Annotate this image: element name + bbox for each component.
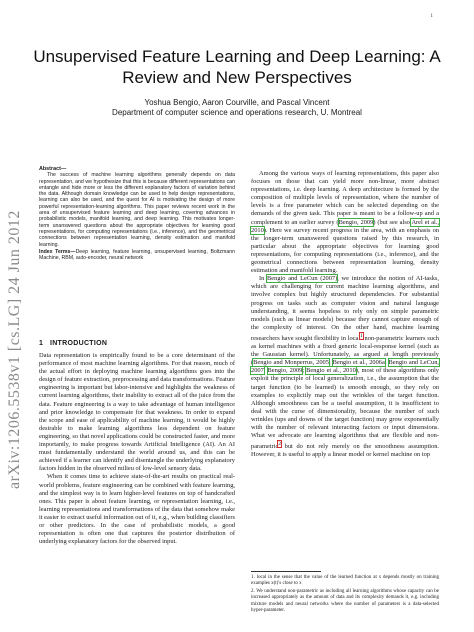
citation-link[interactable]: Bengio et al., 2010	[306, 367, 356, 375]
index-terms-label: Index Terms	[39, 248, 71, 255]
section-heading	[39, 340, 107, 347]
right-column	[251, 170, 439, 460]
citation-link[interactable]: Bengio and LeCun (2007)	[267, 275, 338, 283]
citation-link[interactable]: Bengio, 2009	[338, 218, 374, 226]
footnote-divider	[251, 571, 321, 572]
text-run: Among the various ways of learning representations, this paper also focuses on those that can yield more non-linear, more abstract representations, i.e. deep learning. A deep architecture is formed by the composition of multiple levels of representation, where the number of levels is a free parameter which can be selected depending on the demands of the given task. This paper is meant to be a follow-up and a complement to an earlier survey (	[251, 170, 439, 226]
citation-link[interactable]: Bengio et al., 2006a	[332, 359, 385, 367]
right-paragraph-2: In Bengio and LeCun (2007), we introduce the notion of AI-tasks, which are challenging for current machine learning algorithms, and involve complex but highly structured dependencies. For substantial progress on tasks such as computer vision and natural language understanding, it seems hopeless to rely only on simple parametric models (such as linear models) because they cannot capture enough of the complexity of interest. On the other hand, machine learning researchers have sought flexibility in local$^1$ non-parametric learners such as kernel machines with a fixed generic local-response kernel (such as the Gaussian kernel). Unfortunately, as argued at length previously (Bengio and Monperrus, 2005; Bengio et al., 2006a; Bengio and LeCun, 2007; Bengio, 2009; Bengio et al., 2010), most of these algorithms only exploit the principle of local generalization, i.e., the assumption that the target function (to be learned) is smooth enough, so they rely on examples to explicitly map out the wrinkles of the target function. Although smoothness can be a useful assumption, it is insufficient to deal with the curse of dimensionality, because the number of such wrinkles (ups and downs of the target function) may grow exponentially with the number of relevant interacting factors or input dimensions. What we advocate are learning algorithms that are flexible and non-parametric$^2$ but do not rely merely on the smoothness assumption. However, it is useful to apply a linear model or kernel machine on top	[251, 275, 440, 459]
footnote-link[interactable]: 1	[360, 332, 363, 339]
right-paragraph-1	[251, 170, 439, 275]
text-run: ). Here we survey recent progress in the area, with an emphasis on the longer-term unanswered questions raised by this research, in particular about the appropriate objectives for learning good representations, for computing representations (i.e., inference), and the geometrical connections between representation learning, density estimation and manifold learning.	[251, 226, 439, 275]
text-run: ) (but see also	[373, 218, 412, 226]
footnote-1: 1. local in the sense that the value of the learned function at x depends mostly on training examples x(t)'s close to x	[251, 575, 439, 587]
abstract-heading-sep: —	[60, 166, 67, 172]
footnote-link[interactable]: 2	[278, 441, 281, 448]
abstract	[39, 166, 235, 261]
text-run: non-parametric learners such as kernel machines with a fixed generic local-response kernel (such as the Gaussian kernel). Unfortunately, as argued at length previously (	[251, 335, 439, 367]
text-run: ), most of these algorithms only exploit the principle of local generalization, i.e., the assumption that the target function (to be learned) is smooth enough, so they rely on examples to explicitly map out the wrinkles of the target function. Although smoothness can be a useful assumption, it is insufficient to deal with the curse of dimensionality, because the number of such wrinkles (ups and downs of the target function) may grow exponentially with the number of relevant interacting factors or input dimensions. What we advocate are learning algorithms that are flexible and non-parametric	[251, 367, 439, 451]
index-terms-text: Deep learning, feature learning, unsupervised learning, Boltzmann Machine, RBM, auto-encoder, neural network	[39, 248, 235, 262]
authors: Yoshua Bengio, Aaron Courville, and Pascal Vincent	[144, 98, 330, 107]
abstract-text: The success of machine learning algorithms generally depends on data representation, and we hypothesize that this is because different representations can entangle and hide more or less the different explanatory factors of variation behind the data. Although domain knowledge can be used to help design representations, learning can also be used, and the quest for AI is motivating the design of more powerful representation-learning algorithms. This paper reviews recent work in the area of unsupervised feature learning and deep learning, covering advances in probabilistic models, manifold learning, and deep learning. This motivates longer-term unanswered questions about the appropriate objectives for learning good representations, for computing representations (i.e., inference), and the geometrical connections between representation learning, density estimation and manifold learning.	[39, 172, 235, 248]
text-run: In	[259, 275, 268, 283]
abstract-heading: Abstract	[39, 166, 61, 172]
affiliation: Department of computer science and operations research, U. Montreal	[112, 108, 362, 117]
section-number: 1	[39, 340, 44, 347]
section-title: INTRODUCTION	[49, 340, 108, 347]
citation-link[interactable]: Arel et al., 2010	[251, 218, 440, 234]
intro-paragraph-1: Data representation is empirically found to be a core determinant of the performance of most machine learning algorithms. For that reason, much of the actual effort in deploying machine learning algorithms goes into the design of feature extraction, preprocessing and data transformations. Feature engineering is important but labor-intensive and highlights the weakness of current learning algorithms, their inability to extract all of the juice from the data. Feature engineering is a way to take advantage of human intelligence and prior knowledge to compensate for that weakness. In order to expand the scope and ease of applicability of machine learning, it would be highly desirable to make learning algorithms less dependent on feature engineering, so that novel applications could be constructed faster, and more importantly, to make progress towards Artificial Intelligence (AI). An AI must fundamentally understand the world around us, and this can be achieved if a learner can identify and disentangle the underlying explanatory factors hidden in the observed milieu of low-level sensory data.	[39, 352, 235, 473]
citation-link[interactable]: Bengio and LeCun, 2007	[251, 359, 440, 375]
footnotes	[251, 575, 439, 615]
text-run: but do not rely merely on the smoothness assumption. However, it is useful to apply a linear model or kernel machine on top	[251, 443, 439, 459]
text-run: , we introduce the notion of AI-tasks, which are challenging for current machine learning algorithms, and involve complex but highly structured dependencies. For substantial progress on tasks such as computer vision and natural language understanding, it seems hopeless to rely only on simple parametric models (such as linear models) because they cannot capture enough of the complexity of interest. On the other hand, machine learning researchers have sought flexibility in local	[251, 275, 439, 342]
index-terms	[39, 249, 235, 262]
intro-paragraph-2: When it comes time to achieve state-of-the-art results on practical real-world problems, feature engineering can be combined with feature learning, and the simplest way is to learn higher-level features on top of handcrafted ones. This paper is about feature learning, or representation learning, i.e., learning representations and transformations of the data that somehow make it easier to extract useful information out of it, e.g., when building classifiers or other predictors. In the case of probabilistic models, a good representation is often one that captures the posterior distribution of underlying explanatory factors for the observed input.	[39, 473, 235, 546]
left-column	[39, 352, 235, 546]
citation-link[interactable]: Bengio and Monperrus, 2005	[253, 359, 329, 367]
footnote-2: 2. We understand non-parametric as including all learning algorithms whose capacity can be increased appropriately as the amount of data and its complexity demands it, e.g. including mixture models and neural networks where the number of parameters is a data-selected hyper-parameter.	[251, 588, 439, 614]
page-number: 1	[430, 14, 433, 19]
index-terms-sep: —	[70, 248, 76, 255]
arxiv-stamp: arXiv:1206.5538v1 [cs.LG] 24 Jun 2012	[6, 210, 23, 490]
paper-title: Unsupervised Feature Learning and Deep Learning: A Review and New Perspectives	[33, 47, 441, 87]
title-block	[20, 46, 454, 118]
citation-link[interactable]: Bengio, 2009	[267, 367, 303, 375]
